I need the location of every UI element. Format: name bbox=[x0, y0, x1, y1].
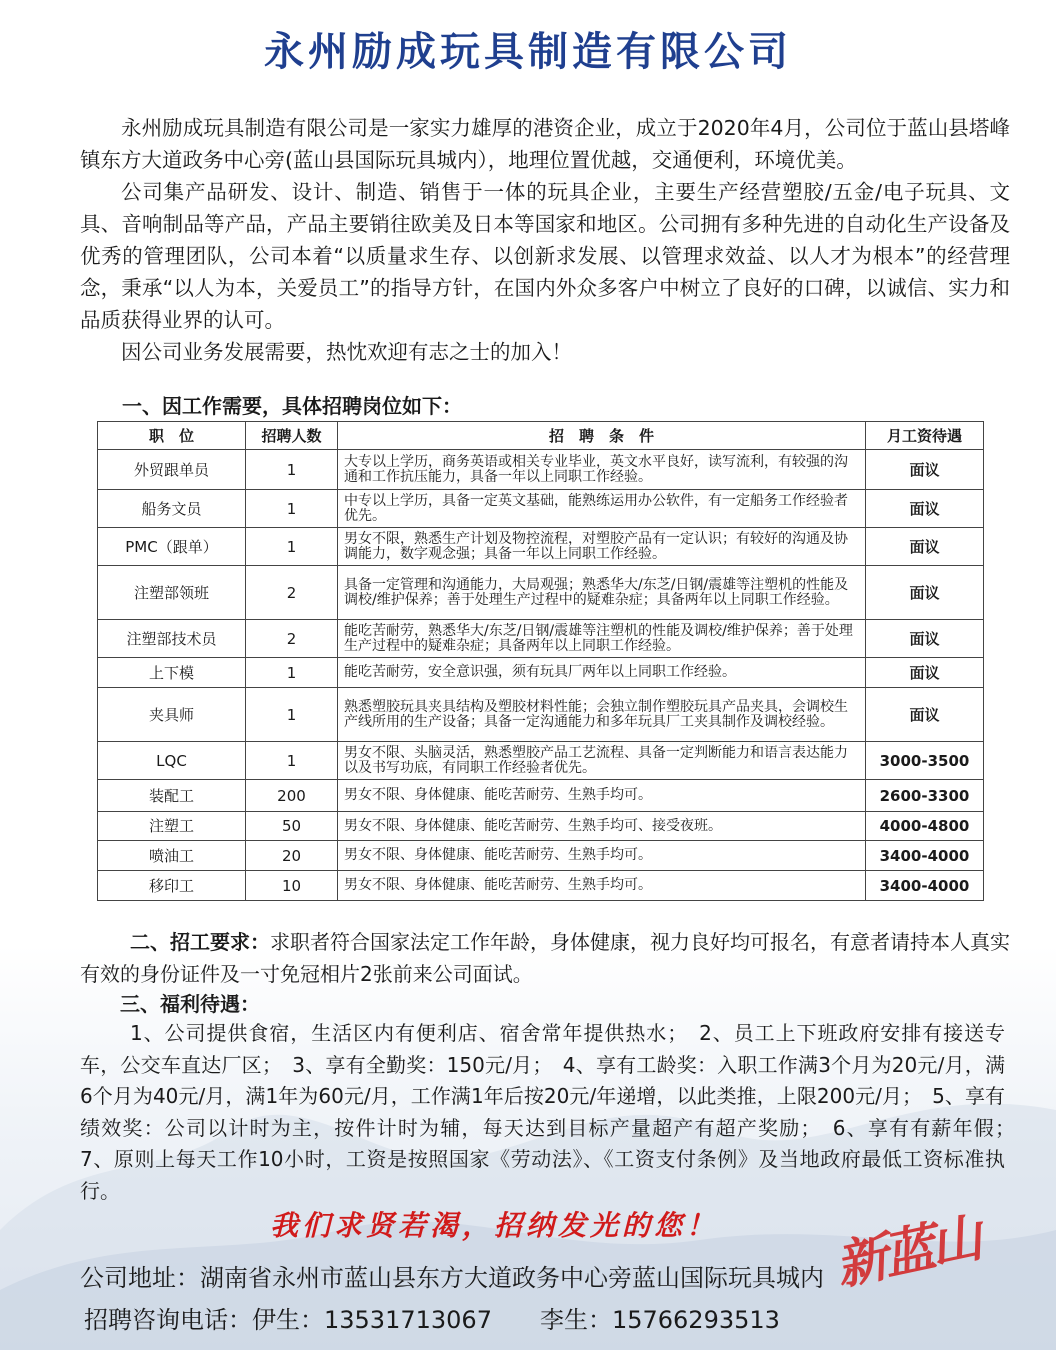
contact-phone: 招聘咨询电话：伊生：13531713067 李生：15766293513 bbox=[84, 1306, 780, 1334]
cell-position: 注塑工 bbox=[98, 812, 246, 841]
cell-count: 1 bbox=[246, 658, 338, 688]
cell-count: 50 bbox=[246, 812, 338, 841]
cell-requirements: 男女不限、头脑灵活，熟悉塑胶产品工艺流程、具备一定判断能力和语言表达能力以及书写功底，有同职工作经验者优先。 bbox=[338, 742, 866, 780]
cell-salary: 面议 bbox=[866, 688, 984, 742]
table-row bbox=[98, 812, 984, 841]
slogan: 我们求贤若渴，招纳发光的您！ bbox=[270, 1209, 719, 1242]
cell-salary: 面议 bbox=[866, 620, 984, 658]
cell-count: 1 bbox=[246, 490, 338, 528]
cell-count: 2 bbox=[246, 620, 338, 658]
cell-count: 10 bbox=[246, 871, 338, 901]
header-count: 招聘人数 bbox=[246, 422, 338, 450]
cell-position: LQC bbox=[98, 742, 246, 780]
table-row bbox=[98, 688, 984, 742]
cell-count: 1 bbox=[246, 742, 338, 780]
cell-salary: 2600-3300 bbox=[866, 780, 984, 812]
cell-position: PMC（跟单） bbox=[98, 528, 246, 566]
table-row bbox=[98, 742, 984, 780]
company-address: 公司地址：湖南省永州市蓝山县东方大道政务中心旁蓝山国际玩具城内 bbox=[80, 1264, 824, 1292]
cell-position: 注塑部领班 bbox=[98, 566, 246, 620]
intro-paragraph: 永州励成玩具制造有限公司是一家实力雄厚的港资企业，成立于2020年4月，公司位于蓝山县塔峰镇东方大道政务中心旁(蓝山县国际玩具城内），地理位置优越，交通便利，环境优美。 bbox=[80, 116, 1010, 172]
cell-requirements: 男女不限、身体健康、能吃苦耐劳、生熟手均可、接受夜班。 bbox=[338, 812, 866, 841]
cell-salary: 4000-4800 bbox=[866, 812, 984, 841]
cell-position: 装配工 bbox=[98, 780, 246, 812]
section3-heading: 三、福利待遇： bbox=[120, 992, 260, 1016]
cell-position: 船务文员 bbox=[98, 490, 246, 528]
cell-position: 移印工 bbox=[98, 871, 246, 901]
cell-requirements: 男女不限，熟悉生产计划及物控流程，对塑胶产品有一定认识；有较好的沟通及协调能力，数字观念强；具备一年以上同职工作经验。 bbox=[338, 528, 866, 566]
cell-salary: 面议 bbox=[866, 658, 984, 688]
header-position: 职 位 bbox=[98, 422, 246, 450]
cell-salary: 面议 bbox=[866, 450, 984, 490]
section2-label: 二、招工要求： bbox=[130, 930, 270, 954]
cell-salary: 面议 bbox=[866, 528, 984, 566]
cell-salary: 3400-4000 bbox=[866, 871, 984, 901]
cell-count: 1 bbox=[246, 688, 338, 742]
table-row bbox=[98, 841, 984, 871]
cell-salary: 3000-3500 bbox=[866, 742, 984, 780]
cell-count: 20 bbox=[246, 841, 338, 871]
table-row bbox=[98, 490, 984, 528]
intro-paragraph: 因公司业务发展需要，热忱欢迎有志之士的加入！ bbox=[121, 340, 572, 364]
cell-requirements: 能吃苦耐劳，安全意识强，须有玩具厂两年以上同职工作经验。 bbox=[338, 658, 866, 688]
table-row bbox=[98, 450, 984, 490]
company-title: 永州励成玩具制造有限公司 bbox=[264, 29, 792, 75]
company-intro bbox=[80, 112, 1010, 368]
jobs-table bbox=[97, 421, 984, 901]
cell-requirements: 中专以上学历，具备一定英文基础，能熟练运用办公软件，有一定船务工作经验者优先。 bbox=[338, 490, 866, 528]
table-row bbox=[98, 620, 984, 658]
intro-paragraph: 公司集产品研发、设计、制造、销售于一体的玩具企业，主要生产经营塑胶/五金/电子玩具、文具、音响制品等产品，产品主要销往欧美及日本等国家和地区。公司拥有多种先进的自动化生产设备及优秀的管理团队，公司本着“以质量求生存、以创新求发展、以管理求效益、以人才为根本”的经营理念，秉承“以人为本，关爱员工”的指导方针，在国内外众多客户中树立了良好的口碑，以诚信、实力和品质获得业界的认可。 bbox=[80, 180, 1010, 332]
cell-position: 外贸跟单员 bbox=[98, 450, 246, 490]
table-row bbox=[98, 871, 984, 901]
cell-requirements: 熟悉塑胶玩具夹具结构及塑胶材料性能；会独立制作塑胶玩具产品夹具，会调校生产线所用的生产设备；具备一定沟通能力和多年玩具厂工夹具制作及调校经验。 bbox=[338, 688, 866, 742]
table-header-row bbox=[98, 422, 984, 450]
cell-position: 上下模 bbox=[98, 658, 246, 688]
cell-position: 喷油工 bbox=[98, 841, 246, 871]
brand-watermark: 新蓝山 bbox=[830, 1207, 984, 1298]
cell-salary: 3400-4000 bbox=[866, 841, 984, 871]
table-row bbox=[98, 658, 984, 688]
cell-position: 注塑部技术员 bbox=[98, 620, 246, 658]
cell-count: 1 bbox=[246, 528, 338, 566]
cell-count: 200 bbox=[246, 780, 338, 812]
header-requirements: 招 聘 条 件 bbox=[338, 422, 866, 450]
cell-requirements: 男女不限、身体健康、能吃苦耐劳、生熟手均可。 bbox=[338, 841, 866, 871]
benefits-text: 1、公司提供食宿，生活区内有便利店、宿舍常年提供热水； 2、员工上下班政府安排有接送专车，公交车直达厂区； 3、享有全勤奖：150元/月； 4、享有工龄奖：入职工作满3个月为20元/月，满6个月为40元/月，满1年为60元/月，工作满1年后按20元/年递增，以此类推，上限200元/月； 5、享有绩效奖：公司以计时为主，按件计时为辅，每天达到目标产量超产有超产奖励； 6、享有有薪年假； 7、原则上每天工作10小时，工资是按照国家《劳动法》、《工资支付条例》及当地政府最低工资标准执行。 bbox=[80, 1021, 1025, 1203]
cell-salary: 面议 bbox=[866, 566, 984, 620]
jobs-table-body bbox=[98, 450, 984, 901]
header-salary: 月工资待遇 bbox=[866, 422, 984, 450]
cell-requirements: 能吃苦耐劳，熟悉华大/东芝/日钢/震雄等注塑机的性能及调校/维护保养；善于处理生产过程中的疑难杂症；具备两年以上同职工作经验。 bbox=[338, 620, 866, 658]
cell-requirements: 男女不限、身体健康、能吃苦耐劳、生熟手均可。 bbox=[338, 871, 866, 901]
table-row bbox=[98, 528, 984, 566]
section1-heading: 一、因工作需要，具体招聘岗位如下： bbox=[122, 394, 462, 418]
cell-requirements: 具备一定管理和沟通能力，大局观强；熟悉华大/东芝/日钢/震雄等注塑机的性能及调校/维护保养；善于处理生产过程中的疑难杂症；具备两年以上同职工作经验。 bbox=[338, 566, 866, 620]
cell-count: 2 bbox=[246, 566, 338, 620]
table-row bbox=[98, 780, 984, 812]
section2 bbox=[80, 926, 1010, 990]
cell-requirements: 男女不限、身体健康、能吃苦耐劳、生熟手均可。 bbox=[338, 780, 866, 812]
cell-salary: 面议 bbox=[866, 490, 984, 528]
cell-position: 夹具师 bbox=[98, 688, 246, 742]
cell-count: 1 bbox=[246, 450, 338, 490]
cell-requirements: 大专以上学历，商务英语或相关专业毕业，英文水平良好，读写流利，有较强的沟通和工作抗压能力，具备一年以上同职工作经验。 bbox=[338, 450, 866, 490]
table-row bbox=[98, 566, 984, 620]
section2-text: 求职者符合国家法定工作年龄，身体健康，视力良好均可报名，有意者请持本人真实有效的身份证件及一寸免冠相片2张前来公司面试。 bbox=[80, 930, 1010, 986]
